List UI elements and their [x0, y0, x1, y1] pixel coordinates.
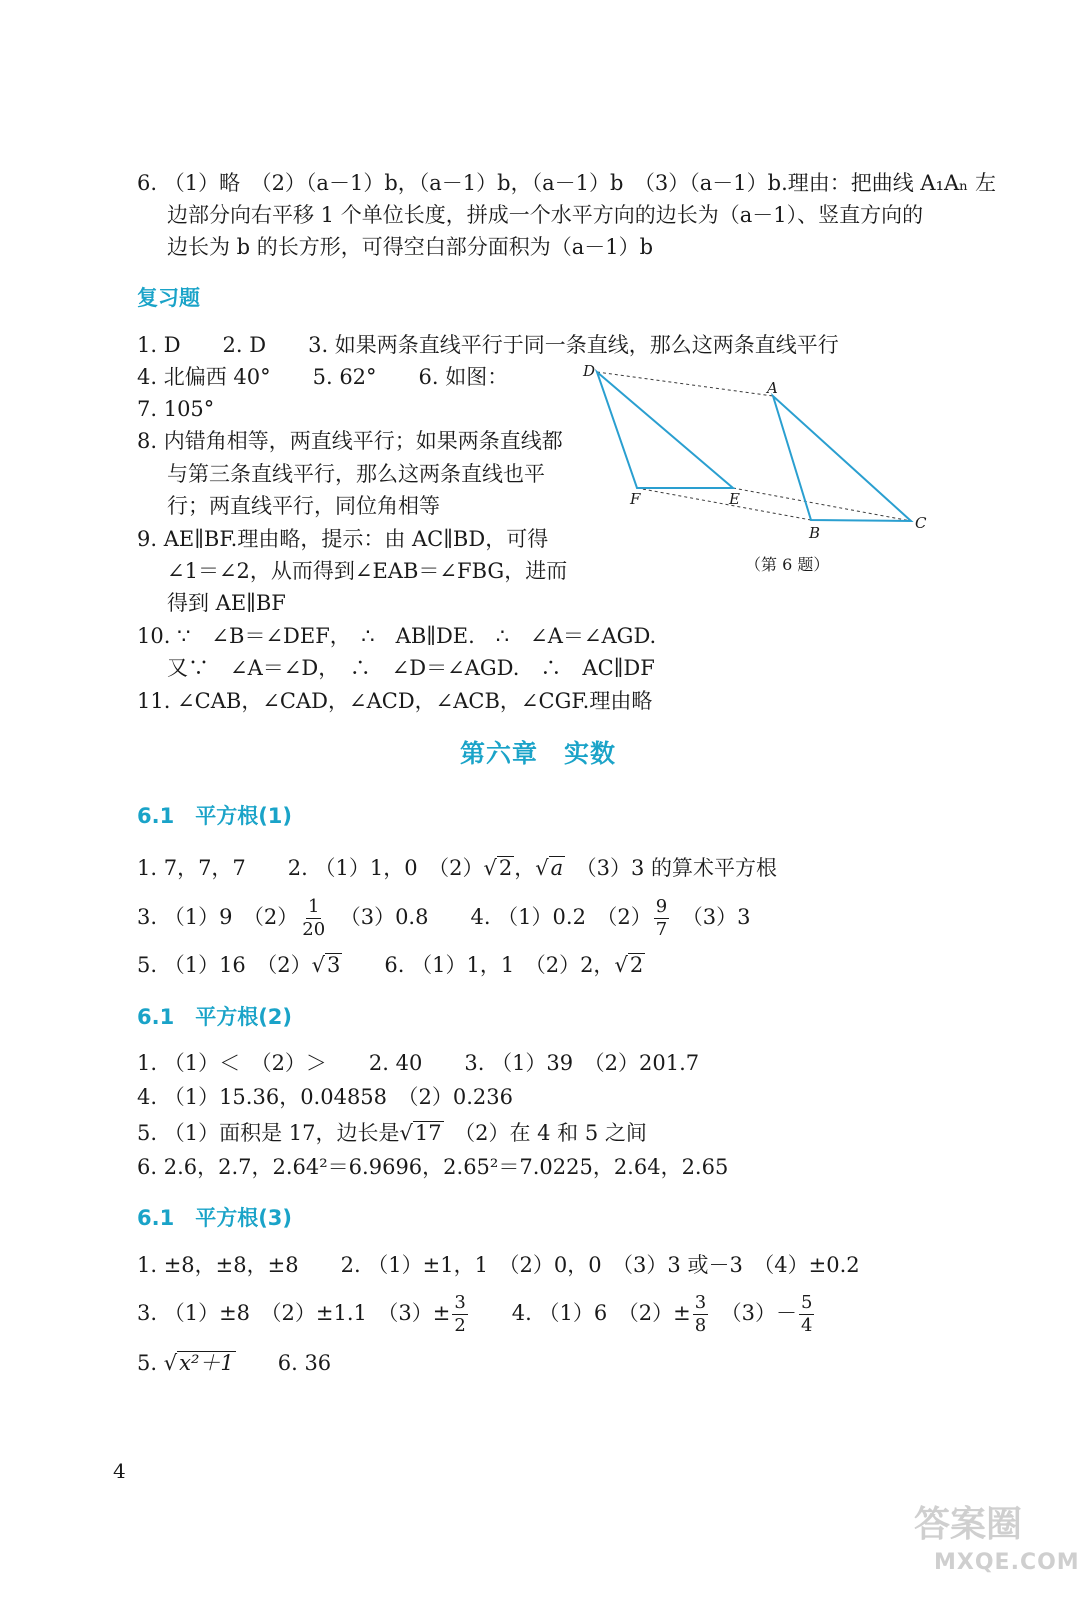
- review-line-10: 10. ∵ ∠B＝∠DEF， ∴ AB∥DE. ∴ ∠A＝∠AGD.: [137, 624, 657, 648]
- section-heading-3: 6.1 平方根(3): [137, 1206, 293, 1230]
- review-line-2: 4. 北偏西 40° 5. 62° 6. 如图：: [137, 365, 509, 389]
- label-d: D: [583, 362, 596, 380]
- review-heading: 复习题: [137, 286, 200, 310]
- sec1-line-3: 5. （1）16 （2）√3 6. （1）1，1 （2）2，√2: [137, 950, 645, 980]
- label-e: E: [729, 490, 740, 508]
- section-heading-2: 6.1 平方根(2): [137, 1005, 293, 1029]
- sqrt-symbol: √2: [614, 953, 644, 977]
- chapter-title: 第六章 实数: [460, 739, 617, 768]
- sec2-line-2: 4. （1）15.36，0.04858 （2）0.236: [137, 1085, 514, 1109]
- sec3-line-2: 3. （1）±8 （2）±1.1 （3）± $\frac{3}{2}$ 4. （1）6 （2）± $\frac{3}{8}$ （3）－ $\frac{5}{4}$: [137, 1292, 813, 1336]
- fraction: $\frac{5}{4}$: [801, 1292, 813, 1336]
- q6-line-1: 6. （1）略 （2）（a－1）b，（a－1）b，（a－1）b （3）（a－1）b.理由：把曲线 A₁Aₙ 左: [137, 171, 996, 195]
- fraction: $\frac{3}{2}$: [454, 1292, 466, 1336]
- sec1-line-2: 3. （1）9 （2） $\frac{1}{20}$ （3）0.8 4. （1）0.2 （2） $\frac{9}{7}$ （3）3: [137, 896, 751, 940]
- sec2-line-1: 1. （1）＜ （2）＞ 2. 40 3. （1）39 （2）201.7: [137, 1051, 700, 1075]
- review-line-9: 得到 AE∥BF: [167, 591, 286, 615]
- dashed-line-ec: [733, 488, 911, 521]
- review-line-12: 11. ∠CAB，∠CAD，∠ACD，∠ACB，∠CGF.理由略: [137, 689, 653, 713]
- fraction: $\frac{9}{7}$: [655, 896, 668, 940]
- review-line-6: 行；两直线平行，同位角相等: [167, 494, 440, 518]
- review-line-7: 9. AE∥BF.理由略，提示：由 AC∥BD，可得: [137, 527, 549, 551]
- sec2-line-4: 6. 2.6，2.7，2.64²＝6.9696，2.65²＝7.0225，2.64，2.65: [137, 1155, 729, 1179]
- sqrt-symbol: √17: [399, 1121, 442, 1145]
- sqrt-symbol: √2: [483, 856, 513, 880]
- fraction: $\frac{1}{20}$: [302, 896, 326, 940]
- sec2-line-3: 5. （1）面积是 17，边长是√17 （2）在 4 和 5 之间: [137, 1118, 647, 1148]
- review-line-4: 8. 内错角相等，两直线平行；如果两条直线都: [137, 429, 563, 453]
- section-heading-1: 6.1 平方根(1): [137, 804, 293, 828]
- sqrt-symbol: √3: [311, 953, 341, 977]
- label-c: C: [915, 514, 927, 532]
- review-line-8: ∠1＝∠2，从而得到∠EAB＝∠FBG，进而: [167, 559, 568, 583]
- label-a: A: [767, 379, 778, 397]
- sqrt-symbol: √a: [535, 856, 564, 880]
- sec3-line-3: 5. √x²＋1 6. 36: [137, 1348, 331, 1378]
- label-f: F: [630, 490, 641, 508]
- dashed-line-fb: [637, 488, 811, 520]
- dashed-line-da: [597, 372, 773, 396]
- fraction: $\frac{3}{8}$: [694, 1292, 707, 1336]
- review-line-5: 与第三条直线平行，那么这两条直线也平: [167, 462, 545, 486]
- triangle-def: [597, 372, 733, 488]
- geometry-figure: [575, 362, 935, 577]
- watermark-logo: 答案圈 MXQE.COM: [914, 1504, 1080, 1575]
- review-line-3: 7. 105°: [137, 397, 215, 421]
- sec1-line-1: 1. 7，7，7 2. （1）1，0 （2）√2，√a （3）3 的算术平方根: [137, 853, 777, 883]
- label-b: B: [809, 524, 821, 542]
- sqrt-symbol: √x²＋1: [163, 1351, 234, 1375]
- review-line-11: 又∵ ∠A＝∠D， ∴ ∠D＝∠AGD. ∴ AC∥DF: [167, 656, 655, 680]
- q6-line-3: 边长为 b 的长方形，可得空白部分面积为（a－1）b: [167, 235, 654, 259]
- sec3-line-1: 1. ±8，±8，±8 2. （1）±1，1 （2）0，0 （3）3 或－3 （4）±0.2: [137, 1253, 860, 1277]
- figure-caption: （第 6 题）: [745, 555, 830, 574]
- q6-line-2: 边部分向右平移 1 个单位长度，拼成一个水平方向的边长为（a－1）、竖直方向的: [167, 203, 924, 227]
- review-line-1: 1. D 2. D 3. 如果两条直线平行于同一条直线，那么这两条直线平行: [137, 333, 839, 357]
- triangle-abc: [773, 396, 911, 521]
- page-number: 4: [113, 1459, 126, 1483]
